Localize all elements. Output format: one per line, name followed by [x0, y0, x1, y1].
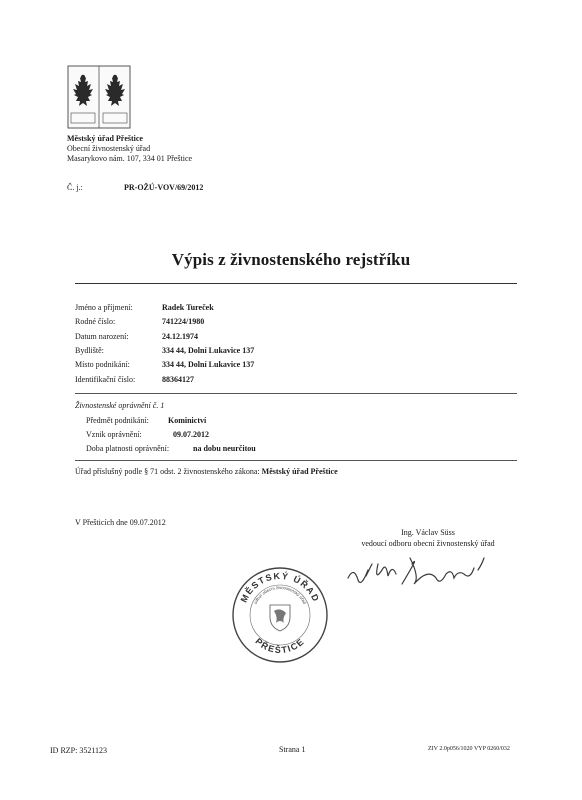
field-row	[75, 303, 517, 316]
svg-text:odbor obecní živnostenský úřad	[253, 585, 308, 605]
field-label: Jméno a příjmení:	[75, 303, 133, 312]
field-row	[75, 360, 517, 373]
divider	[75, 460, 517, 461]
office-department: Obecní živnostenský úřad	[67, 144, 151, 153]
field-value: 334 44, Dolní Lukavice 137	[162, 360, 255, 369]
permit-label: Předmět podnikání:	[86, 416, 149, 425]
signer-name: Ing. Václav Süss	[401, 528, 455, 537]
field-value: 24.12.1974	[162, 332, 198, 341]
field-label: Bydliště:	[75, 346, 104, 355]
signer-block	[318, 527, 538, 549]
stamp-top-text: MĚSTSKÝ ÚŘAD	[238, 570, 322, 604]
field-label: Identifikační číslo:	[75, 375, 136, 384]
field-label: Datum narození:	[75, 332, 129, 341]
field-value: 334 44, Dolní Lukavice 137	[162, 346, 255, 355]
official-stamp	[230, 565, 330, 665]
office-address: Masarykovo nám. 107, 334 01 Přeštice	[67, 154, 193, 163]
field-label: Místo podnikání:	[75, 360, 130, 369]
reference-label: Č. j.:	[67, 183, 83, 192]
field-row	[75, 375, 517, 388]
stamp-middle-text: odbor obecní živnostenský úřad	[252, 584, 308, 605]
office-header	[67, 134, 192, 164]
divider	[75, 283, 517, 284]
field-label: Rodné číslo:	[75, 317, 116, 326]
stamp-bottom-text: PŘEŠTICE	[253, 636, 307, 656]
office-name: Městský úřad Přeštice	[67, 134, 143, 143]
field-value: Radek Tureček	[162, 303, 214, 312]
footer-id: ID RZP: 3521123	[50, 746, 108, 755]
signature-text: v.z. Nosková	[340, 548, 346, 549]
field-value: 88364127	[162, 375, 194, 384]
coat-of-arms-icon	[67, 65, 131, 129]
field-value: 741224/1980	[162, 317, 205, 326]
footer-code: ZIV 2.0p056/1020 VYP 0260/032	[428, 746, 510, 752]
authority-value: Městský úřad Přeštice	[261, 467, 338, 476]
field-row	[75, 332, 517, 345]
place-date: V Přešticích dne 09.07.2012	[75, 518, 166, 527]
field-row	[75, 317, 517, 330]
permit-value: na dobu neurčitou	[193, 444, 256, 453]
permit-title: Živnostenské oprávnění č. 1	[75, 401, 165, 410]
divider	[75, 393, 517, 394]
page-number: Strana 1	[279, 745, 306, 754]
authority-line	[75, 467, 338, 476]
field-row	[75, 346, 517, 359]
signer-role: vedoucí odboru obecní živnostenský úřad	[361, 539, 495, 548]
permit-value: 09.07.2012	[173, 430, 209, 439]
handwritten-signature	[340, 548, 500, 598]
svg-text:PŘEŠTICE	[253, 636, 306, 655]
reference-number: PR-OŽÚ-VOV/69/2012	[124, 183, 204, 192]
permit-label: Vznik oprávnění:	[86, 430, 142, 439]
authority-text: Úřad příslušný podle § 71 odst. 2 živnostenského zákona:	[75, 467, 260, 476]
permit-value: Kominictví	[168, 416, 207, 425]
document-title: Výpis z živnostenského rejstříku	[171, 250, 411, 269]
permit-label: Doba platnosti oprávnění:	[86, 444, 170, 453]
